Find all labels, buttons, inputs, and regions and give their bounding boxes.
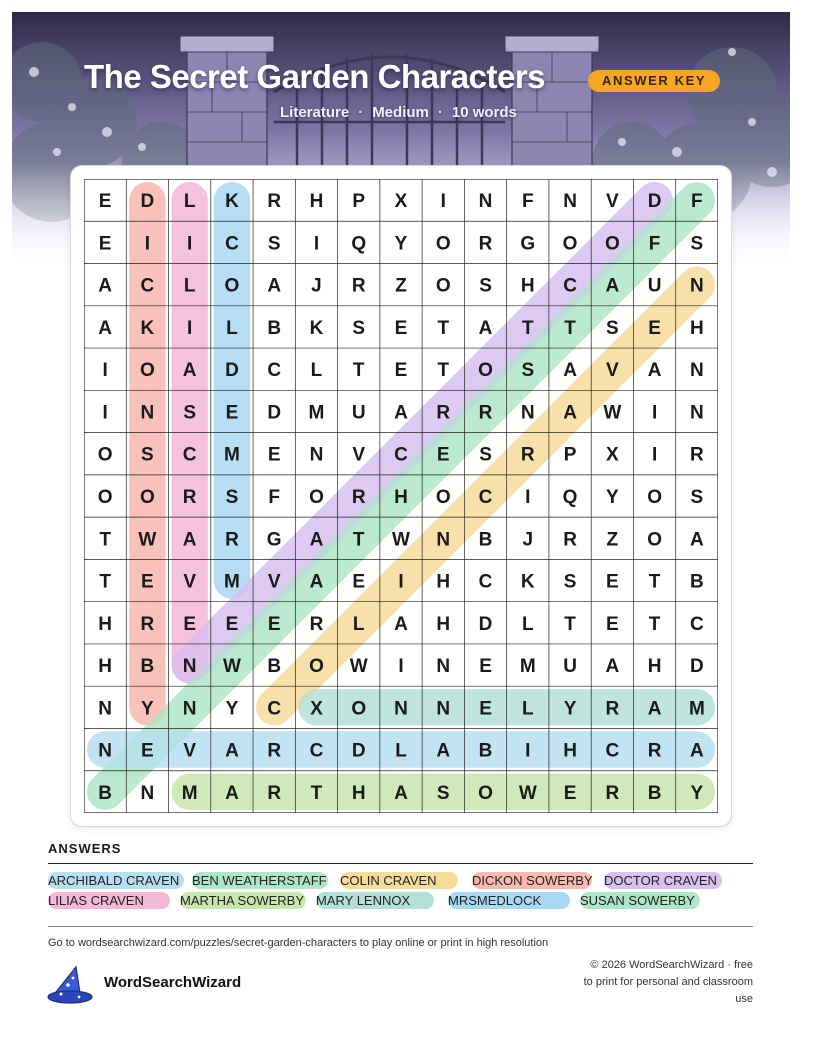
- grid-cell-letter: A: [98, 317, 113, 339]
- grid-cell-letter: E: [352, 571, 366, 593]
- grid-cell-letter: S: [479, 275, 492, 297]
- letter-grid: [84, 179, 718, 813]
- grid-cell-letter: B: [647, 782, 662, 804]
- answer-word: COLIN CRAVEN: [340, 872, 458, 889]
- grid-cell-letter: Y: [141, 698, 154, 720]
- grid-cell-letter: G: [520, 233, 536, 255]
- grid-cell-letter: N: [394, 698, 408, 720]
- grid-cell-letter: H: [563, 740, 577, 762]
- grid-cell-letter: M: [519, 656, 536, 678]
- grid-cell-letter: M: [308, 402, 325, 424]
- grid-cell-letter: R: [478, 402, 493, 424]
- grid-cell-letter: S: [436, 782, 450, 804]
- grid-cell-letter: E: [267, 444, 281, 466]
- grid-cell-letter: R: [351, 275, 366, 297]
- answer-key-badge: ANSWER KEY: [588, 70, 720, 92]
- grid-cell-letter: C: [225, 233, 239, 255]
- grid-cell-letter: R: [182, 487, 197, 508]
- grid-cell-letter: T: [564, 613, 576, 635]
- answer-word: ARCHIBALD CRAVEN: [48, 872, 184, 889]
- answer-word: SUSAN SOWERBY: [580, 892, 700, 909]
- grid-cell-letter: A: [647, 360, 662, 382]
- grid-cell-letter: O: [97, 444, 113, 466]
- grid-cell-letter: R: [689, 444, 704, 466]
- grid-cell-letter: M: [181, 782, 198, 804]
- grid-cell-letter: B: [689, 571, 704, 593]
- grid-cell-letter: H: [394, 487, 408, 508]
- grid-cell-letter: A: [98, 275, 113, 297]
- grid-cell-letter: H: [689, 317, 704, 339]
- grid-cell-letter: L: [395, 740, 407, 762]
- brand-name: WordSearchWizard: [104, 974, 242, 991]
- grid-cell-letter: R: [520, 444, 535, 466]
- grid-cell-letter: A: [605, 275, 620, 297]
- grid-cell-letter: Y: [394, 233, 408, 255]
- grid-cell-letter: X: [394, 191, 408, 213]
- grid-cell-letter: R: [351, 487, 366, 508]
- grid-cell-letter: O: [309, 487, 324, 508]
- answer-word: BEN WEATHERSTAFF: [192, 873, 327, 888]
- grid-cell-letter: N: [478, 191, 493, 213]
- grid-cell-letter: H: [309, 191, 324, 213]
- grid-cell-letter: L: [310, 360, 323, 382]
- grid-cell-letter: S: [690, 233, 704, 255]
- copyright-text: © 2026 WordSearchWizard · free to print for personal and classroom use: [583, 959, 753, 1005]
- grid-cell-letter: N: [309, 444, 324, 466]
- grid-cell-letter: R: [225, 529, 239, 551]
- grid-cell-letter: A: [394, 782, 408, 804]
- grid-cell-letter: A: [182, 360, 197, 382]
- grid-cell-letter: J: [311, 275, 322, 297]
- grid-cell-letter: H: [98, 613, 113, 635]
- grid-cell-letter: T: [99, 571, 111, 593]
- answer-word: DICKON SOWERBY: [472, 873, 593, 888]
- grid-cell-letter: F: [648, 233, 661, 255]
- grid-cell-letter: T: [352, 360, 365, 382]
- grid-cell-letter: J: [522, 529, 534, 551]
- grid-cell-letter: B: [267, 317, 282, 339]
- grid-cell-letter: T: [99, 529, 111, 551]
- divider: [48, 863, 753, 864]
- meta-difficulty: Medium: [372, 104, 429, 121]
- grid-cell-letter: A: [394, 613, 408, 635]
- grid-cell-letter: I: [651, 402, 658, 424]
- meta-category: Literature: [280, 104, 350, 121]
- grid-cell-letter: K: [309, 317, 324, 339]
- grid-cell-letter: P: [563, 444, 577, 466]
- grid-cell-letter: K: [140, 317, 155, 339]
- grid-cell-letter: X: [310, 698, 323, 720]
- grid-cell-letter: C: [563, 275, 577, 297]
- grid-cell-letter: A: [309, 529, 324, 551]
- grid-cell-letter: D: [351, 740, 366, 762]
- grid-cell-letter: T: [437, 360, 450, 382]
- grid-cell-letter: N: [436, 529, 451, 551]
- grid-cell-letter: E: [183, 613, 197, 635]
- grid-cell-letter: U: [647, 275, 662, 297]
- grid-cell-letter: E: [394, 317, 408, 339]
- grid-cell-letter: R: [267, 740, 282, 762]
- grid-cell-letter: R: [605, 782, 620, 804]
- grid-cell-letter: A: [647, 698, 662, 720]
- grid-cell-letter: Z: [395, 275, 407, 297]
- grid-cell-letter: C: [478, 571, 493, 593]
- grid-cell-letter: D: [689, 656, 704, 678]
- answers-heading: ANSWERS: [48, 841, 122, 856]
- grid-cell-letter: B: [140, 656, 155, 678]
- grid-cell-letter: E: [141, 740, 154, 762]
- grid-cell-letter: E: [394, 360, 408, 382]
- grid-cell-letter: S: [183, 402, 197, 424]
- grid-cell-letter: N: [563, 191, 577, 213]
- grid-cell-letter: W: [392, 529, 410, 551]
- grid-cell-letter: D: [225, 360, 239, 382]
- grid-cell-letter: O: [604, 233, 620, 255]
- grid-cell-letter: A: [309, 571, 324, 593]
- grid-cell-letter: V: [183, 740, 197, 762]
- grid-cell-letter: E: [563, 782, 577, 804]
- grid-cell-letter: C: [267, 698, 282, 720]
- grid-cell-letter: I: [313, 233, 320, 255]
- grid-cell-letter: H: [520, 275, 535, 297]
- grid-cell-letter: E: [98, 233, 112, 255]
- grid-cell-letter: O: [97, 487, 113, 508]
- grid-cell-letter: A: [478, 317, 493, 339]
- answer-word: DOCTOR CRAVEN: [604, 872, 722, 889]
- grid-cell-letter: E: [605, 571, 619, 593]
- grid-cell-letter: A: [182, 529, 197, 551]
- grid-cell-letter: A: [563, 360, 577, 382]
- footer-link-text: Go to wordsearchwizard.com/puzzles/secret-garden-characters to play online or print in high resolution: [48, 937, 549, 949]
- grid-cell-letter: B: [267, 656, 282, 678]
- grid-cell-letter: O: [478, 360, 493, 382]
- divider: [48, 926, 753, 927]
- grid-cell-letter: R: [478, 233, 493, 255]
- grid-cell-letter: D: [647, 191, 662, 213]
- grid-cell-letter: H: [351, 782, 366, 804]
- grid-cell-letter: N: [436, 698, 451, 720]
- grid-cell-letter: T: [648, 613, 661, 635]
- grid-cell-letter: N: [140, 402, 155, 424]
- answer-word: MARTHA SOWERBY: [180, 893, 305, 908]
- grid-cell-letter: I: [187, 233, 193, 255]
- grid-cell-letter: S: [267, 233, 281, 255]
- grid-cell-letter: S: [479, 444, 492, 466]
- grid-cell-letter: N: [98, 740, 113, 762]
- grid-cell-letter: T: [648, 571, 661, 593]
- grid-cell-letter: E: [225, 402, 239, 424]
- answer-word: MRSMEDLOCK: [448, 892, 570, 909]
- puzzle-title: The Secret Garden Characters: [84, 58, 546, 95]
- grid-cell-letter: O: [140, 360, 155, 382]
- grid-cell-letter: O: [478, 782, 493, 804]
- grid-cell-letter: V: [605, 360, 619, 382]
- grid-cell-letter: R: [267, 191, 282, 213]
- grid-cell-letter: A: [563, 402, 577, 424]
- grid-cell-letter: M: [688, 698, 705, 720]
- grid-cell-letter: S: [141, 444, 154, 466]
- grid-cell-letter: I: [144, 233, 151, 255]
- grid-cell-letter: L: [183, 191, 196, 213]
- grid-cell-letter: C: [182, 444, 197, 466]
- grid-cell-letter: K: [225, 191, 239, 213]
- grid-cell-letter: O: [140, 487, 155, 508]
- grid-cell-letter: C: [140, 275, 155, 297]
- grid-cell-letter: I: [102, 402, 108, 424]
- grid-cell-letter: I: [525, 740, 531, 762]
- answer-word: LILIAS CRAVEN: [48, 892, 170, 909]
- grid-cell-letter: S: [352, 317, 366, 339]
- grid-cell-letter: A: [225, 740, 239, 762]
- grid-cell-letter: N: [689, 402, 704, 424]
- grid-cell-letter: G: [266, 529, 282, 551]
- grid-cell-letter: K: [520, 571, 535, 593]
- answer-word: MARY LENNOX: [316, 892, 434, 909]
- grid-cell-letter: U: [351, 402, 366, 424]
- grid-cell-letter: S: [605, 317, 619, 339]
- grid-cell-letter: T: [352, 529, 365, 551]
- grid-cell-letter: T: [521, 317, 534, 339]
- grid-cell-letter: W: [349, 656, 368, 678]
- grid-cell-letter: W: [518, 782, 537, 804]
- grid-cell-letter: H: [98, 656, 113, 678]
- grid-cell-letter: C: [309, 740, 324, 762]
- grid-cell-letter: N: [98, 698, 113, 720]
- grid-cell-letter: W: [222, 656, 241, 678]
- grid-cell-letter: O: [224, 275, 240, 297]
- grid-cell-letter: X: [605, 444, 619, 466]
- grid-cell-letter: C: [605, 740, 620, 762]
- grid-cell-letter: H: [436, 571, 451, 593]
- grid-cell-letter: Z: [606, 529, 619, 551]
- grid-cell-letter: S: [225, 487, 239, 508]
- grid-cell-letter: E: [605, 613, 619, 635]
- grid-letters: [98, 191, 705, 804]
- grid-cell-letter: E: [225, 613, 239, 635]
- grid-cell-letter: E: [479, 656, 492, 678]
- grid-cell-letter: B: [98, 782, 113, 804]
- grid-cell-letter: F: [691, 191, 703, 213]
- grid-cell-letter: N: [436, 656, 451, 678]
- grid-cell-letter: R: [605, 698, 620, 720]
- grid-cell-letter: H: [647, 656, 662, 678]
- grid-cell-letter: A: [605, 656, 620, 678]
- wizard-hat-icon: [46, 963, 94, 1005]
- grid-cell-letter: O: [435, 487, 451, 508]
- grid-cell-letter: O: [309, 656, 324, 678]
- grid-cell-letter: A: [225, 782, 239, 804]
- grid-cell-letter: F: [268, 487, 281, 508]
- grid-cell-letter: I: [525, 487, 531, 508]
- grid-cell-letter: E: [267, 613, 281, 635]
- grid-cell-letter: O: [647, 529, 662, 551]
- grid-cell-letter: R: [267, 782, 282, 804]
- grid-cell-letter: N: [140, 782, 155, 804]
- grid-cell-letter: S: [521, 360, 535, 382]
- grid-cell-letter: L: [183, 275, 196, 297]
- puzzle-meta: Literature · Medium · 10 words: [280, 104, 517, 121]
- grid-cell-letter: I: [187, 317, 193, 339]
- grid-cell-letter: S: [690, 487, 704, 508]
- grid-cell-letter: N: [182, 698, 197, 720]
- grid-cell-letter: L: [226, 317, 238, 339]
- grid-cell-letter: W: [603, 402, 622, 424]
- grid-cell-letter: I: [440, 191, 446, 213]
- grid-cell-letter: L: [352, 613, 365, 635]
- grid-cell-letter: O: [351, 698, 367, 720]
- grid-cell-letter: V: [352, 444, 366, 466]
- grid-cell-letter: E: [648, 317, 661, 339]
- grid-cell-letter: C: [394, 444, 408, 466]
- grid-cell-letter: B: [478, 529, 493, 551]
- grid-cell-letter: B: [478, 740, 493, 762]
- grid-cell-letter: Q: [562, 487, 578, 508]
- grid-cell-letter: L: [521, 698, 534, 720]
- grid-cell-letter: D: [140, 191, 155, 213]
- grid-cell-letter: A: [689, 529, 704, 551]
- grid-cell-letter: I: [398, 656, 404, 678]
- grid-cell-letter: Y: [690, 782, 704, 804]
- grid-cell-letter: Y: [605, 487, 619, 508]
- grid-cell-letter: F: [521, 191, 534, 213]
- grid-cell-letter: M: [224, 444, 240, 466]
- grid-cell-letter: I: [102, 360, 108, 382]
- grid-cell-letter: R: [563, 529, 577, 551]
- grid-cell-letter: H: [436, 613, 451, 635]
- grid-cell-letter: E: [436, 444, 450, 466]
- grid-cell-letter: T: [564, 317, 576, 339]
- grid-cell-letter: C: [267, 360, 282, 382]
- grid-cell-letter: Y: [225, 698, 239, 720]
- grid-cell-letter: V: [267, 571, 281, 593]
- grid-cell-letter: E: [141, 571, 154, 593]
- grid-cell-letter: U: [563, 656, 577, 678]
- grid-cell-letter: C: [689, 613, 704, 635]
- grid-cell-letter: R: [309, 613, 324, 635]
- grid-cell-letter: N: [689, 360, 704, 382]
- meta-word-count: 10 words: [451, 104, 517, 121]
- grid-cell-letter: E: [98, 191, 112, 213]
- grid-cell-letter: R: [436, 402, 451, 424]
- grid-cell-letter: V: [183, 571, 197, 593]
- grid-cell-letter: Q: [351, 233, 367, 255]
- grid-cell-letter: D: [267, 402, 282, 424]
- grid-cell-letter: I: [398, 571, 404, 593]
- grid-cell-letter: A: [394, 402, 408, 424]
- grid-cell-letter: R: [647, 740, 662, 762]
- grid-cell-letter: A: [689, 740, 704, 762]
- grid-cell-letter: N: [689, 275, 704, 297]
- grid-cell-letter: T: [310, 782, 323, 804]
- grid-cell-letter: R: [140, 613, 155, 635]
- grid-cell-letter: A: [436, 740, 451, 762]
- grid-cell-letter: T: [437, 317, 450, 339]
- grid-cell-letter: W: [138, 529, 157, 551]
- grid-cell-letter: A: [267, 275, 282, 297]
- grid-cell-letter: O: [647, 487, 662, 508]
- grid-cell-letter: L: [521, 613, 534, 635]
- grid-cell-letter: E: [479, 698, 492, 720]
- grid-cell-letter: O: [435, 233, 451, 255]
- grid-cell-letter: V: [605, 191, 619, 213]
- grid-cell-letter: I: [651, 444, 658, 466]
- grid-cell-letter: O: [435, 275, 451, 297]
- grid-cell-letter: D: [478, 613, 493, 635]
- grid-cell-letter: O: [562, 233, 578, 255]
- grid-cell-letter: N: [520, 402, 535, 424]
- grid-cell-letter: C: [478, 487, 493, 508]
- grid-cell-letter: S: [563, 571, 577, 593]
- grid-cell-letter: P: [352, 191, 366, 213]
- grid-cell-letter: M: [224, 571, 240, 593]
- grid-cell-letter: N: [182, 656, 197, 678]
- grid-cell-letter: Y: [563, 698, 577, 720]
